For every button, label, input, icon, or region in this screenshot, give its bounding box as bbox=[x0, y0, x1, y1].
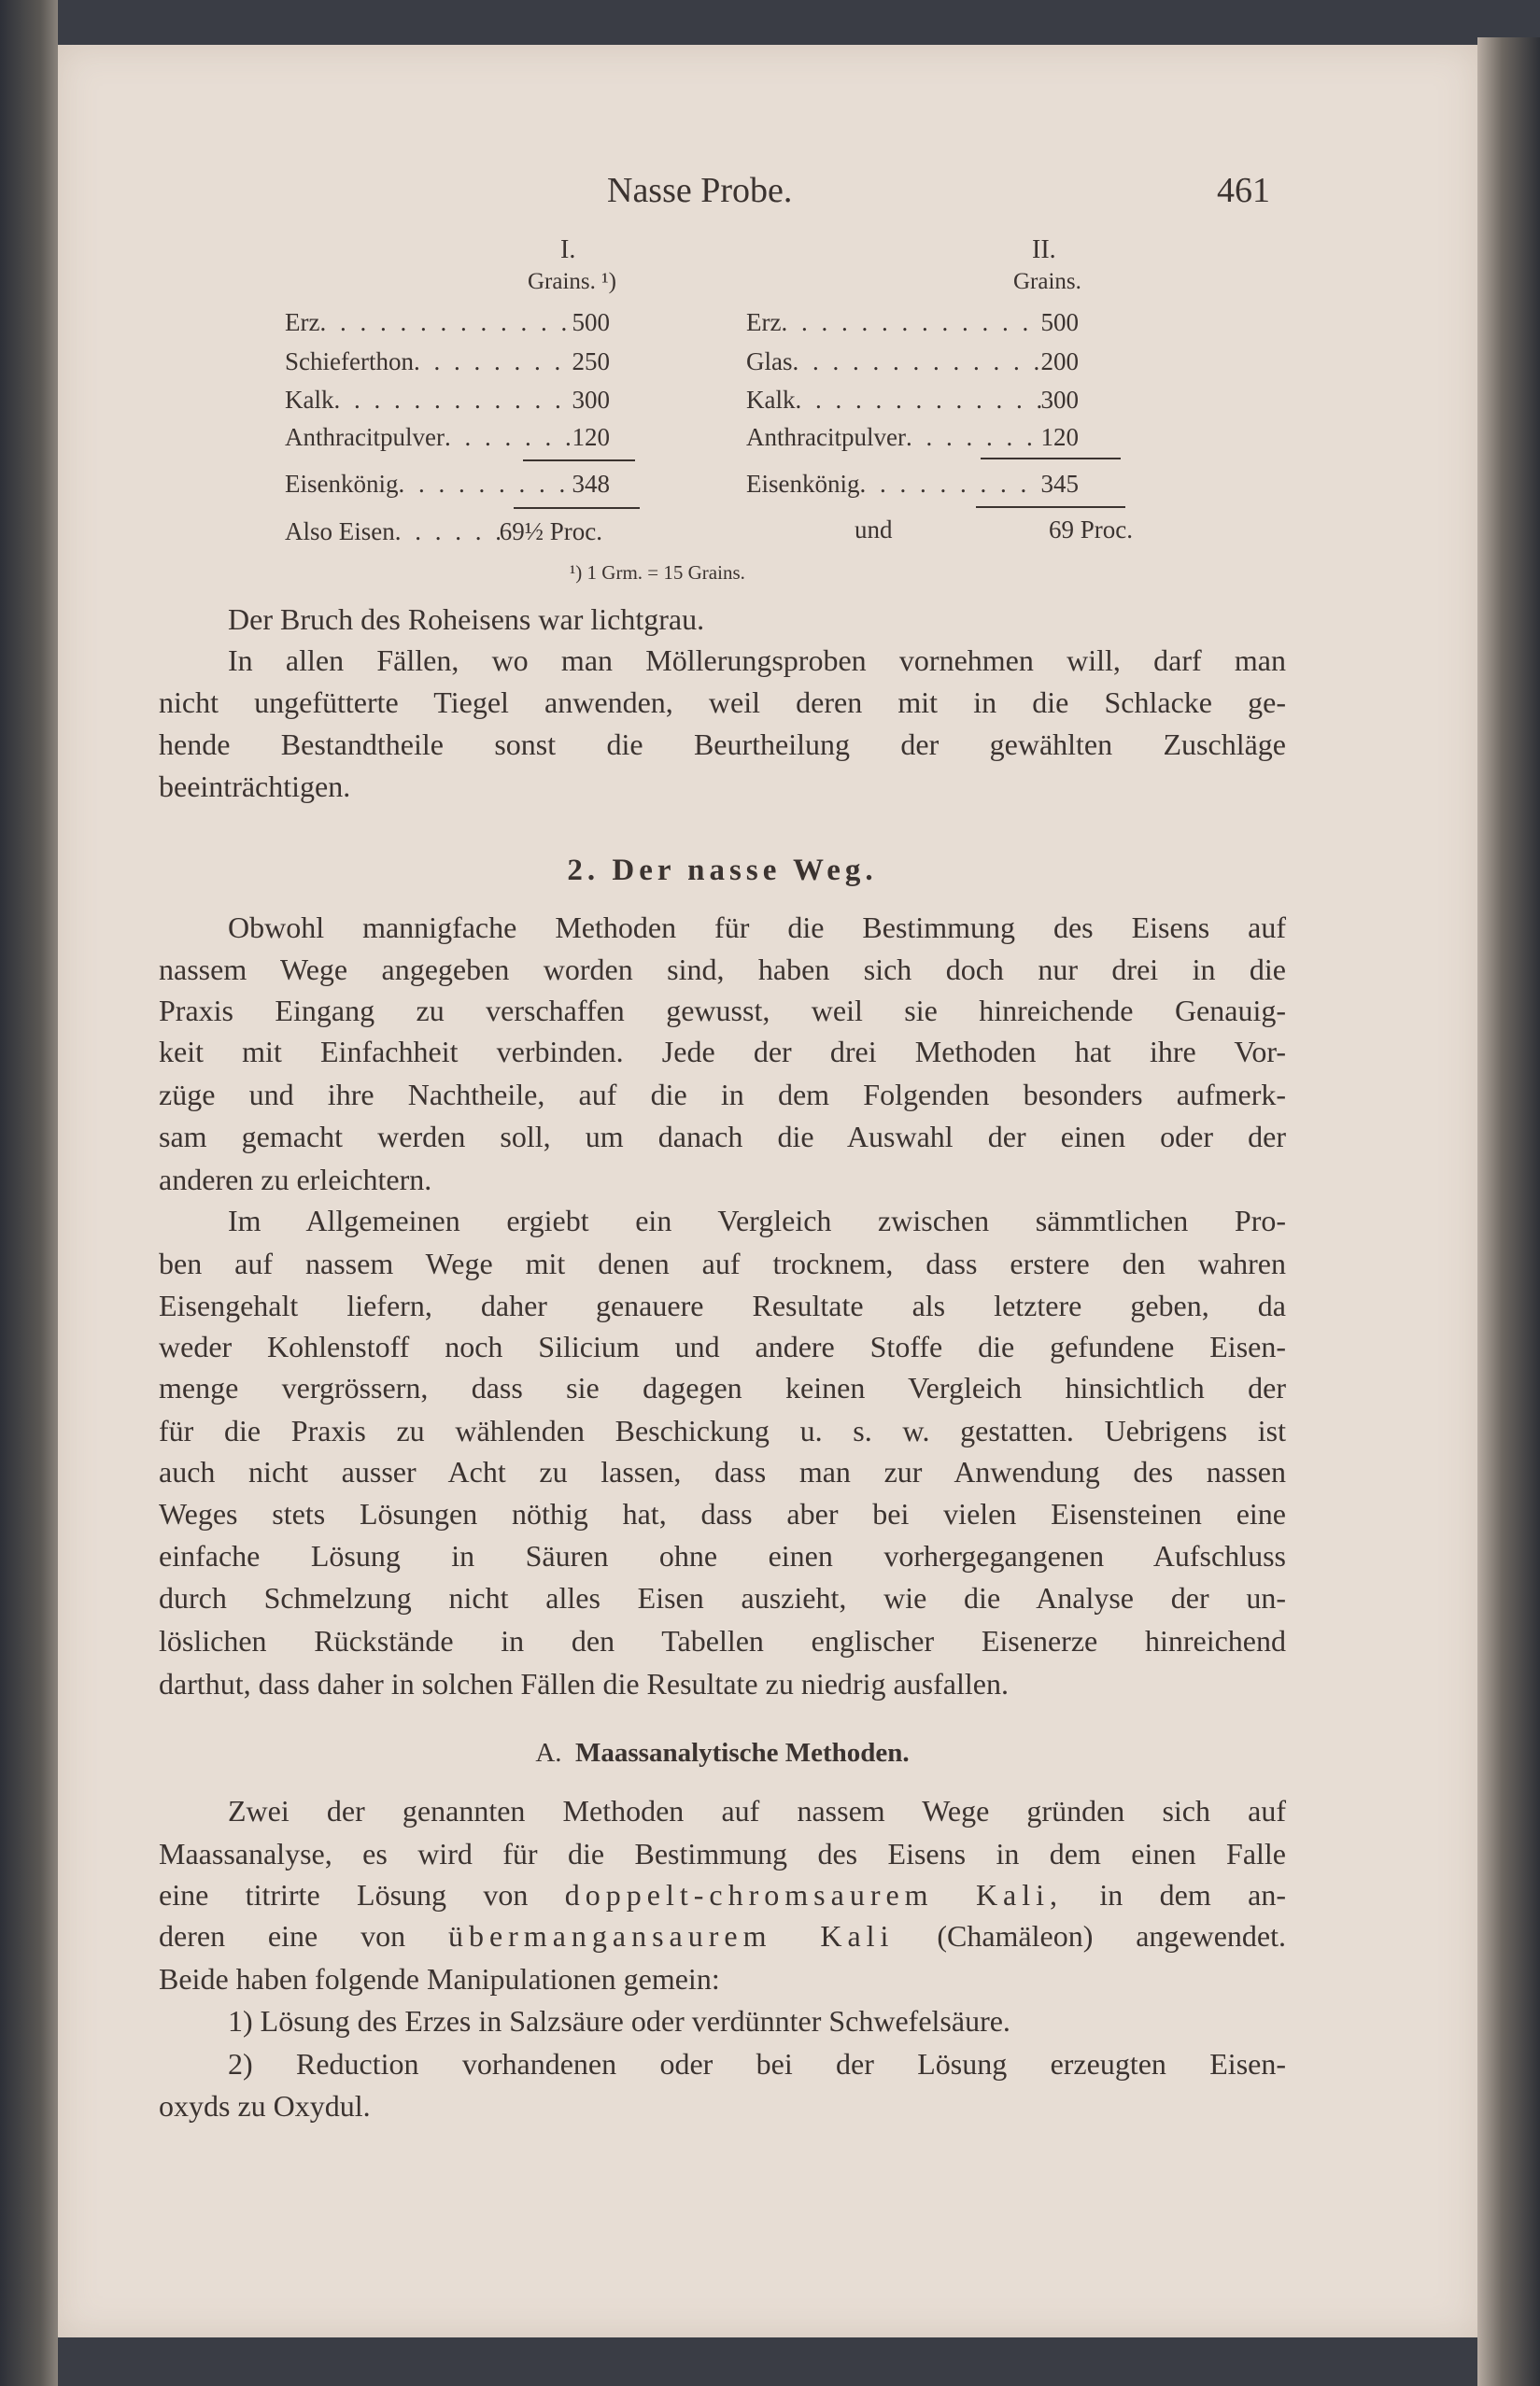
paragraph-line: Eisengehalt liefern, daher genauere Resultate als letztere geben, da bbox=[159, 1289, 1286, 1322]
col1-unit: Grains. ¹) bbox=[528, 269, 616, 294]
text-run: (Chamäleon) angewendet. bbox=[937, 1919, 1287, 1953]
page-number: 461 bbox=[1217, 171, 1270, 210]
table-row bbox=[746, 421, 1079, 453]
row-value: 300 bbox=[1040, 386, 1079, 414]
section-heading: 2. Der nasse Weg. bbox=[567, 854, 878, 887]
paragraph-line: hende Bestandtheile sonst die Beurtheilung der gewählten Zuschläge bbox=[159, 727, 1286, 761]
col2-unit: Grains. bbox=[1013, 269, 1081, 294]
paragraph-line: sam gemacht werden soll, um danach die Auswahl der einen oder der bbox=[159, 1120, 1286, 1153]
row-label: Glas bbox=[746, 347, 793, 375]
paragraph-line: löslichen Rückstände in den Tabellen englischer Eisenerze hinreichend bbox=[159, 1624, 1286, 1658]
row-label: Also Eisen bbox=[285, 517, 395, 545]
col2-result: 69 Proc. bbox=[1049, 515, 1133, 544]
row-label: Eisenkönig bbox=[746, 470, 860, 498]
sum-rule bbox=[523, 459, 635, 461]
paragraph-line: weder Kohlenstoff noch Silicium und andere Stoffe die gefundene Eisen- bbox=[159, 1330, 1286, 1363]
paragraph-line: nassem Wege angegeben worden sind, haben sich doch nur drei in die bbox=[159, 953, 1286, 986]
paragraph-line: In allen Fällen, wo man Möllerungsproben vornehmen will, darf man bbox=[228, 643, 1286, 677]
table-row bbox=[746, 306, 1079, 338]
row-label: Anthracitpulver bbox=[746, 423, 906, 451]
table-row bbox=[285, 421, 610, 453]
paragraph-line: Zwei der genannten Methoden auf nassem Wege gründen sich auf bbox=[228, 1794, 1286, 1828]
table-footnote: ¹) 1 Grm. = 15 Grains. bbox=[570, 561, 745, 584]
paragraph-line: menge vergrössern, dass sie dagegen keinen Vergleich hinsichtlich der bbox=[159, 1371, 1286, 1405]
paragraph-line: Praxis Eingang zu verschaffen gewusst, weil sie hinreichende Genauig- bbox=[159, 994, 1286, 1027]
paragraph-line: ben auf nassem Wege mit denen auf trocknem, dass erstere den wahren bbox=[159, 1247, 1286, 1280]
paragraph-line: Der Bruch des Roheisens war lichtgrau. bbox=[228, 602, 705, 636]
page-edge bbox=[1477, 37, 1540, 2386]
sum-rule bbox=[981, 458, 1121, 459]
row-value: 69½ Proc. bbox=[499, 517, 602, 545]
sum-rule bbox=[976, 506, 1125, 508]
spaced-emphasis: übermangansaurem Kali bbox=[447, 1919, 895, 1953]
table-row bbox=[746, 346, 1079, 377]
spaced-emphasis: doppelt-chromsaurem Kali, bbox=[564, 1878, 1064, 1912]
row-label: Erz bbox=[746, 308, 782, 336]
table-row bbox=[285, 306, 610, 338]
subsection-heading bbox=[159, 1734, 1286, 1772]
paragraph-line: Obwohl mannigfache Methoden für die Bestimmung des Eisens auf bbox=[228, 911, 1286, 944]
subsection-letter: A. bbox=[535, 1738, 562, 1768]
paragraph-line: keit mit Einfachheit verbinden. Jede der drei Methoden hat ihre Vor- bbox=[159, 1035, 1286, 1068]
row-label: Erz bbox=[285, 308, 320, 336]
paragraph-line: züge und ihre Nachtheile, auf die in dem Folgenden besonders aufmerk- bbox=[159, 1078, 1286, 1111]
row-value: 120 bbox=[1040, 423, 1079, 451]
row-value: 345 bbox=[1040, 470, 1079, 498]
col1-numeral: I. bbox=[560, 235, 576, 264]
and-label: und bbox=[855, 515, 893, 544]
row-label: Kalk bbox=[285, 386, 334, 414]
paragraph-line: auch nicht ausser Acht zu lassen, dass man zur Anwendung des nassen bbox=[159, 1455, 1286, 1489]
paragraph-line: für die Praxis zu wählenden Beschickung u. s. w. gestatten. Uebrigens ist bbox=[159, 1414, 1286, 1447]
table-row bbox=[285, 384, 610, 416]
row-value: 500 bbox=[1040, 308, 1079, 336]
list-item-continuation: oxyds zu Oxydul. bbox=[159, 2089, 371, 2123]
row-value: 348 bbox=[572, 470, 610, 498]
table-row bbox=[746, 384, 1079, 416]
paragraph-line: Beide haben folgende Manipulationen gemein: bbox=[159, 1962, 720, 1996]
text-run: deren eine von bbox=[159, 1919, 406, 1953]
list-item: 2) Reduction vorhandenen oder bei der Lösung erzeugten Eisen- bbox=[228, 2047, 1286, 2081]
paragraph-line: durch Schmelzung nicht alles Eisen auszieht, wie die Analyse der un- bbox=[159, 1581, 1286, 1615]
paragraph-line: einfache Lösung in Säuren ohne einen vorhergegangenen Aufschluss bbox=[159, 1539, 1286, 1573]
table-total-row bbox=[285, 468, 610, 500]
book-spine-edge bbox=[0, 0, 58, 2386]
text-run: in dem an- bbox=[1099, 1878, 1286, 1912]
subsection-title: Maassanalytische Methoden. bbox=[575, 1738, 910, 1768]
row-value: 120 bbox=[572, 423, 610, 451]
table-result-row bbox=[285, 515, 719, 547]
sum-rule bbox=[514, 507, 640, 509]
paragraph-line bbox=[159, 1876, 1286, 1913]
paragraph-line: Maassanalyse, es wird für die Bestimmung des Eisens in dem einen Falle bbox=[159, 1837, 1286, 1871]
row-value: 500 bbox=[572, 308, 610, 336]
table-row bbox=[285, 346, 610, 377]
row-label: Eisenkönig bbox=[285, 470, 399, 498]
paragraph-line: Im Allgemeinen ergiebt ein Vergleich zwischen sämmtlichen Pro- bbox=[228, 1204, 1286, 1237]
list-item: 1) Lösung des Erzes in Salzsäure oder verdünnter Schwefelsäure. bbox=[228, 2004, 1010, 2038]
paragraph-line: Weges stets Lösungen nöthig hat, dass aber bei vielen Eisensteinen eine bbox=[159, 1497, 1286, 1531]
paragraph-line: beeinträchtigen. bbox=[159, 769, 351, 803]
row-label: Anthracitpulver bbox=[285, 423, 445, 451]
col2-numeral: II. bbox=[1032, 235, 1056, 264]
paragraph-line bbox=[159, 1917, 1286, 1955]
text-run: eine titrirte Lösung von bbox=[159, 1878, 529, 1912]
paragraph-line: darthut, dass daher in solchen Fällen die Resultate zu niedrig ausfallen. bbox=[159, 1667, 1009, 1701]
row-value: 200 bbox=[1040, 347, 1079, 375]
paragraph-line: nicht ungefütterte Tiegel anwenden, weil deren mit in die Schlacke ge- bbox=[159, 685, 1286, 719]
row-value: 300 bbox=[572, 386, 610, 414]
row-label: Schieferthon bbox=[285, 347, 414, 375]
running-header: Nasse Probe. bbox=[607, 171, 793, 210]
table-total-row bbox=[746, 468, 1079, 500]
row-label: Kalk bbox=[746, 386, 796, 414]
paragraph-line: anderen zu erleichtern. bbox=[159, 1163, 432, 1196]
row-value: 250 bbox=[572, 347, 610, 375]
